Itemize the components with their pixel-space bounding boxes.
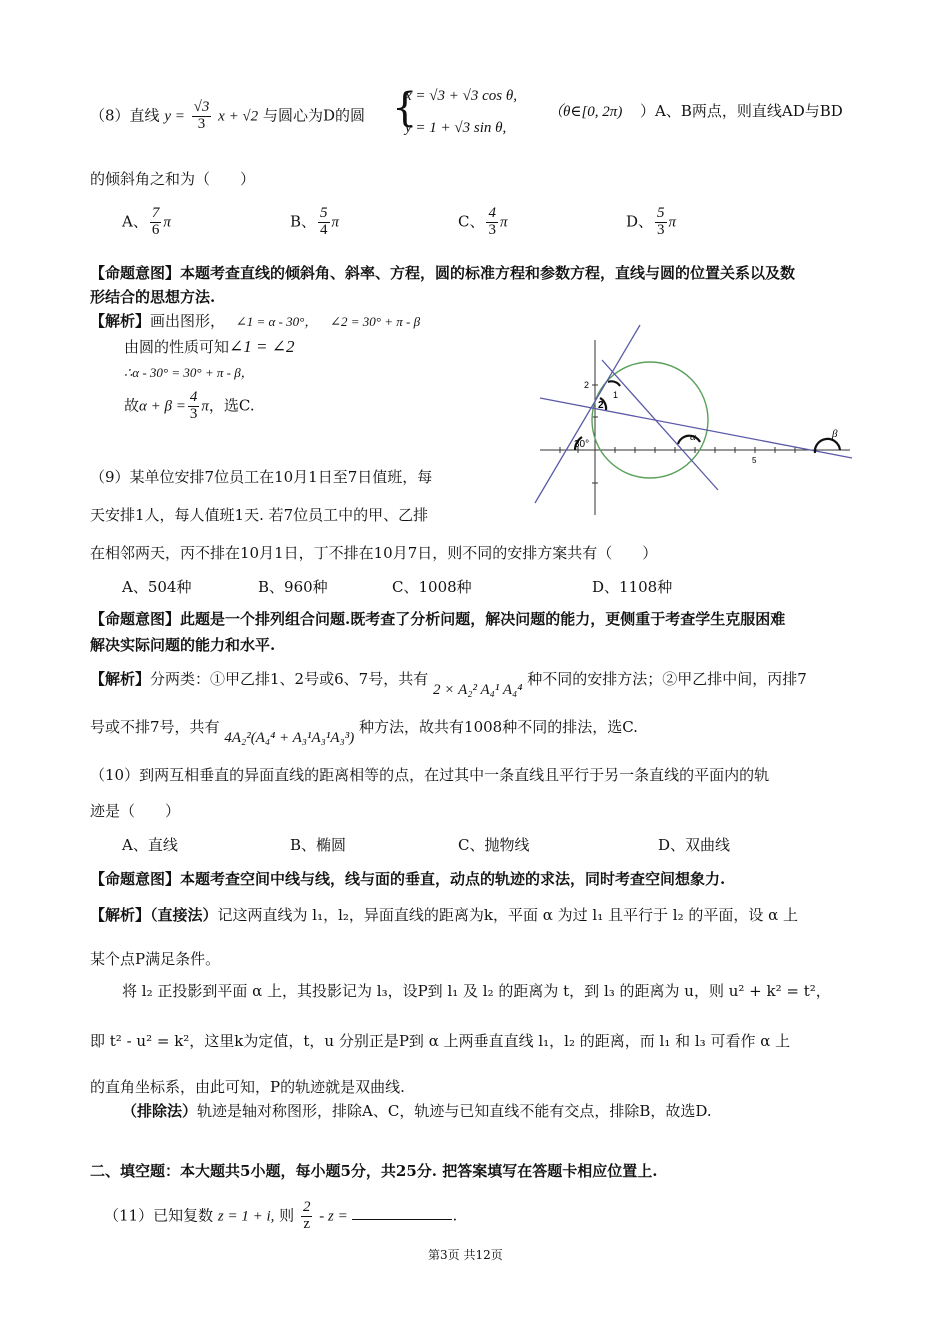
option-label: B、 bbox=[290, 212, 317, 231]
angle-label-beta: β bbox=[832, 428, 838, 440]
q8-tail: ）A、B两点，则直线AD与BD bbox=[640, 102, 843, 120]
q8-domain: （θ∈[0, 2π) bbox=[548, 104, 623, 120]
angle2-eq: ∠2 = 30° + π - β bbox=[330, 314, 421, 329]
q8-option-d bbox=[626, 206, 676, 239]
frac-num: 5 bbox=[320, 205, 328, 221]
q9-solution-line2 bbox=[90, 716, 638, 746]
exclusion-head: （排除法） bbox=[122, 1102, 198, 1120]
angle-label-1: 1 bbox=[613, 390, 619, 400]
q10-solution-line2: 某个点P满足条件。 bbox=[90, 950, 221, 968]
frac-num: 4 bbox=[488, 205, 496, 221]
frac-num: √3 bbox=[193, 99, 210, 115]
q9-stem-line2: 天安排1人，每人值班1天. 若7位员工中的甲、乙排 bbox=[90, 506, 429, 524]
angle-1-arc bbox=[608, 381, 620, 386]
angle-label-30: 30° bbox=[574, 439, 590, 450]
q8-eq-rest: x + √2 bbox=[218, 108, 259, 125]
q8-stem-line2: 的倾斜角之和为（ ） bbox=[90, 170, 256, 188]
q10-solution-line4: 即 t² - u² = k²，这里k为定值，t，u 分别正是P到 α 上两垂直直线 l₁，l₂ 的距离，而 l₁ 和 l₃ 可看作 α 上 bbox=[90, 1032, 791, 1050]
q8-intent-line2: 形结合的思想方法. bbox=[90, 288, 216, 306]
q10-option-c: C、抛物线 bbox=[458, 836, 530, 854]
section2-heading: 二、填空题：本大题共5小题，每小题5分，共25分. 把答案填写在答题卡相应位置上. bbox=[90, 1162, 658, 1180]
q10-option-b: B、椭圆 bbox=[290, 836, 347, 854]
q8-eq-y: y = bbox=[164, 108, 185, 125]
circle bbox=[592, 362, 708, 478]
sol-text: ，选C. bbox=[208, 396, 255, 415]
q8-option-a bbox=[122, 206, 171, 239]
q8-system-eq1: x = √3 + √3 cos θ, bbox=[405, 88, 517, 104]
option-label: D、 bbox=[626, 212, 654, 231]
q8-solution-line1 bbox=[90, 310, 420, 331]
q9-solution-line1 bbox=[90, 668, 807, 698]
option-label: C、 bbox=[458, 212, 485, 231]
q8-option-c bbox=[458, 206, 508, 239]
answer-blank[interactable] bbox=[352, 1205, 452, 1220]
sum-eq: α + β = bbox=[139, 398, 186, 415]
q10-intent: 【命题意图】本题考查空间中线与线，线与面的垂直，动点的轨迹的求法，同时考查空间想象力. bbox=[90, 870, 726, 888]
q10-stem-line1: （10）到两互相垂直的异面直线的距离相等的点，在过其中一条直线且平行于另一条直线的平面内的轨 bbox=[90, 766, 770, 784]
q11-stem bbox=[104, 1200, 457, 1233]
q9-option-a: A、504种 bbox=[122, 578, 192, 596]
q11-eq2: - z = bbox=[319, 1208, 348, 1225]
option-label: A、 bbox=[122, 212, 148, 231]
q10-solution-line5: 的直角坐标系，由此可知，P的轨迹就是双曲线. bbox=[90, 1078, 405, 1096]
frac-den: 3 bbox=[197, 115, 206, 132]
q8-solution-line4 bbox=[124, 390, 255, 423]
sol-text: 种方法，故共有1008种不同的排法，选C. bbox=[359, 718, 638, 736]
frac-num: 4 bbox=[189, 389, 198, 405]
q9-intent-line2: 解决实际问题的能力和水平. bbox=[90, 636, 276, 654]
angle-beta-arc bbox=[815, 439, 840, 453]
q8-slope-fraction bbox=[192, 100, 212, 133]
q10-solution-line1 bbox=[90, 904, 798, 925]
frac-num: 2 bbox=[302, 1199, 311, 1215]
q10-solution-line6 bbox=[122, 1100, 712, 1121]
sol-text: 种不同的安排方法；②甲乙排中间，丙排7 bbox=[527, 670, 807, 688]
q8-solution-line3: ∴α - 30° = 30° + π - β， bbox=[124, 365, 254, 380]
tick-label-5: 5 bbox=[752, 456, 757, 465]
q10-stem-line2: 迹是（ ） bbox=[90, 802, 181, 820]
q10-option-d: D、双曲线 bbox=[658, 836, 731, 854]
pi-symbol: π bbox=[201, 398, 209, 415]
angle1-eq: ∠1 = α - 30°， bbox=[235, 314, 318, 329]
sol-text: 则 bbox=[279, 1206, 295, 1225]
angle-alpha-arc bbox=[678, 436, 700, 444]
frac-den: 3 bbox=[488, 221, 496, 238]
q9-option-c: C、1008种 bbox=[392, 578, 472, 596]
q11-label: （11）已知复数 bbox=[104, 1206, 214, 1225]
q8-solution-line2 bbox=[124, 336, 294, 357]
line-bd bbox=[602, 360, 718, 490]
q9-intent-line1: 【命题意图】此题是一个排列组合问题.既考查了分析问题，解决问题的能力，更侧重于考查学生克服困难 bbox=[90, 610, 786, 628]
tick-label-2: 2 bbox=[584, 380, 590, 390]
q11-eq1: z = 1 + i, bbox=[217, 1208, 275, 1225]
frac-num: 5 bbox=[657, 205, 665, 221]
angle-label-2: 2 bbox=[598, 400, 604, 411]
sol-text: 记这两直线为 l₁，l₂，异面直线的距离为k，平面 α 为过 l₁ 且平行于 l₂ 的平面，设 α 上 bbox=[217, 906, 799, 924]
sol-text: 轨迹是轴对称图形，排除A、C，轨迹与已知直线不能有交点，排除B，故选D. bbox=[197, 1102, 712, 1120]
sol-text: 由圆的性质可知 bbox=[124, 338, 230, 356]
sol-text: 故 bbox=[124, 396, 140, 415]
q8-option-b bbox=[290, 206, 339, 239]
q10-solution-line3: 将 l₂ 正投影到平面 α 上，其投影记为 l₃，设P到 l₁ 及 l₂ 的距离为 t，到 l₃ 的距离为 u，则 u² + k² = t²， bbox=[122, 982, 831, 1000]
q9-option-d: D、1108种 bbox=[592, 578, 673, 596]
solution-head: 【解析】 bbox=[90, 312, 151, 330]
count-expr-2: 4A₂²(A₄⁴ + A₃¹A₃¹A₃³) bbox=[224, 730, 355, 746]
q9-stem-line3: 在相邻两天，丙不排在10月1日，丁不排在10月7日，则不同的安排方案共有（ ） bbox=[90, 544, 658, 562]
q8-label: （8）直线 bbox=[90, 106, 160, 125]
q8-system-eq2: y = 1 + √3 sin θ, bbox=[405, 120, 507, 136]
solution-head: 【解析】 bbox=[90, 670, 151, 688]
q8-intent-line1: 【命题意图】本题考查直线的倾斜角、斜率、方程，圆的标准方程和参数方程，直线与圆的位置关系以及数 bbox=[90, 264, 796, 282]
q10-option-a: A、直线 bbox=[122, 836, 178, 854]
q8-stem-line1 bbox=[90, 100, 365, 133]
frac-den: 4 bbox=[320, 221, 328, 238]
q9-stem-line1: （9）某单位安排7位员工在10月1日至7日值班，每 bbox=[90, 468, 433, 486]
solution-head: 【解析】（直接法） bbox=[90, 906, 218, 924]
period: . bbox=[452, 1206, 458, 1225]
frac-num: 7 bbox=[151, 205, 160, 221]
angle-equality: ∠1 = ∠2 bbox=[229, 337, 295, 356]
pi-symbol: π bbox=[499, 214, 508, 231]
sol-text: 画出图形， bbox=[150, 312, 226, 330]
pi-symbol: π bbox=[163, 214, 171, 231]
angle-label-alpha: α bbox=[690, 431, 696, 443]
pi-symbol: π bbox=[331, 214, 340, 231]
sol-text: 分两类：①甲乙排1、2号或6、7号，共有 bbox=[150, 670, 429, 688]
sol-text: 号或不排7号，共有 bbox=[90, 718, 220, 736]
q9-option-b: B、960种 bbox=[258, 578, 328, 596]
count-expr-1: 2 × A₂² A₄¹ A₄⁴ bbox=[432, 682, 523, 698]
frac-den: z bbox=[303, 1215, 311, 1232]
frac-den: 6 bbox=[151, 221, 160, 238]
page-number: 第3页 共12页 bbox=[428, 1248, 503, 1262]
frac-den: 3 bbox=[657, 221, 665, 238]
pi-symbol: π bbox=[668, 214, 677, 231]
q8-mid: 与圆心为D的圆 bbox=[262, 106, 365, 125]
frac-den: 3 bbox=[189, 405, 198, 422]
geometry-figure bbox=[530, 320, 860, 520]
brace-icon: { bbox=[392, 85, 418, 131]
